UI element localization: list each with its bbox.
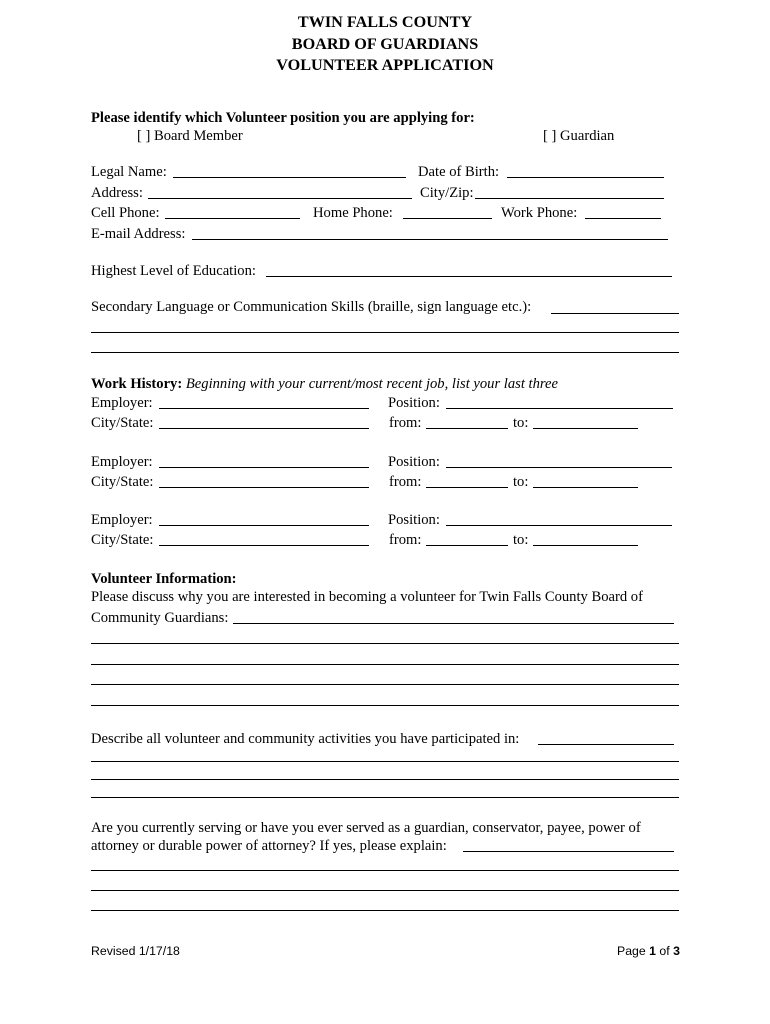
cell-phone-field[interactable] bbox=[165, 218, 300, 219]
education-label: Highest Level of Education: bbox=[91, 263, 256, 279]
employer-field[interactable] bbox=[159, 525, 369, 526]
work-history-title: Work History: bbox=[91, 376, 183, 392]
position-label: Position: bbox=[388, 395, 440, 411]
dob-label: Date of Birth: bbox=[418, 164, 500, 180]
volunteer-answer-field[interactable] bbox=[233, 623, 674, 624]
legal-name-field[interactable] bbox=[173, 177, 406, 178]
employer-field[interactable] bbox=[159, 408, 369, 409]
to-label: to: bbox=[513, 415, 529, 431]
employer-label: Employer: bbox=[91, 512, 153, 528]
from-field[interactable] bbox=[426, 545, 508, 546]
position-field[interactable] bbox=[446, 467, 672, 468]
volunteer-info-heading: Volunteer Information: bbox=[91, 571, 237, 587]
from-label: from: bbox=[389, 474, 422, 490]
activities-answer-field[interactable] bbox=[538, 744, 674, 745]
city-state-label: City/State: bbox=[91, 474, 154, 490]
dob-field[interactable] bbox=[507, 177, 664, 178]
activities-answer-line[interactable] bbox=[91, 779, 679, 780]
volunteer-question-1-line2: Community Guardians: bbox=[91, 610, 229, 626]
position-field[interactable] bbox=[446, 525, 672, 526]
page-of-label: of bbox=[659, 944, 670, 958]
guardian-experience-question-line2: attorney or durable power of attorney? If yes, please explain: bbox=[91, 838, 447, 854]
work-history-heading bbox=[91, 377, 558, 392]
work-phone-label: Work Phone: bbox=[501, 205, 578, 221]
employer-label: Employer: bbox=[91, 454, 153, 470]
position-prompt: Please identify which Volunteer position you are applying for: bbox=[91, 110, 475, 126]
position-label: Position: bbox=[388, 512, 440, 528]
to-field[interactable] bbox=[533, 487, 638, 488]
from-label: from: bbox=[389, 532, 422, 548]
position-label: Position: bbox=[388, 454, 440, 470]
education-field[interactable] bbox=[266, 276, 672, 277]
page-total: 3 bbox=[673, 944, 680, 958]
employer-label: Employer: bbox=[91, 395, 153, 411]
address-field[interactable] bbox=[148, 198, 412, 199]
page-number bbox=[617, 945, 680, 957]
email-label: E-mail Address: bbox=[91, 226, 186, 242]
work-history-instruction: Beginning with your current/most recent job, list your last three bbox=[185, 376, 558, 392]
guardian-experience-field[interactable] bbox=[463, 851, 674, 852]
title-line-application: VOLUNTEER APPLICATION bbox=[276, 56, 494, 74]
board-member-checkbox[interactable]: [ ] Board Member bbox=[137, 128, 243, 144]
cell-phone-label: Cell Phone: bbox=[91, 205, 160, 221]
guardian-checkbox[interactable]: [ ] Guardian bbox=[543, 128, 615, 144]
volunteer-question-1-line1: Please discuss why you are interested in becoming a volunteer for Twin Falls County Board of bbox=[91, 589, 643, 605]
activities-answer-line[interactable] bbox=[91, 797, 679, 798]
language-line[interactable] bbox=[91, 332, 679, 333]
to-field[interactable] bbox=[533, 428, 638, 429]
legal-name-label: Legal Name: bbox=[91, 164, 167, 180]
volunteer-answer-line[interactable] bbox=[91, 684, 679, 685]
language-line[interactable] bbox=[91, 352, 679, 353]
guardian-experience-line[interactable] bbox=[91, 910, 679, 911]
page-current: 1 bbox=[649, 944, 656, 958]
volunteer-answer-line[interactable] bbox=[91, 664, 679, 665]
title-line-county: TWIN FALLS COUNTY bbox=[297, 13, 473, 31]
volunteer-answer-line[interactable] bbox=[91, 643, 679, 644]
city-state-field[interactable] bbox=[159, 428, 369, 429]
home-phone-label: Home Phone: bbox=[313, 205, 393, 221]
language-label: Secondary Language or Communication Skills (braille, sign language etc.): bbox=[91, 299, 532, 315]
title-line-board: BOARD OF GUARDIANS bbox=[291, 35, 479, 53]
employer-field[interactable] bbox=[159, 467, 369, 468]
work-phone-field[interactable] bbox=[585, 218, 661, 219]
to-label: to: bbox=[513, 532, 529, 548]
from-field[interactable] bbox=[426, 487, 508, 488]
city-state-field[interactable] bbox=[159, 545, 369, 546]
guardian-experience-line[interactable] bbox=[91, 870, 679, 871]
revised-date: Revised 1/17/18 bbox=[91, 944, 180, 958]
from-field[interactable] bbox=[426, 428, 508, 429]
position-field[interactable] bbox=[446, 408, 673, 409]
city-state-label: City/State: bbox=[91, 532, 154, 548]
home-phone-field[interactable] bbox=[403, 218, 492, 219]
city-state-label: City/State: bbox=[91, 415, 154, 431]
email-field[interactable] bbox=[192, 239, 668, 240]
language-field[interactable] bbox=[551, 313, 679, 314]
city-zip-label: City/Zip: bbox=[420, 185, 474, 201]
to-field[interactable] bbox=[533, 545, 638, 546]
page-label: Page bbox=[617, 944, 646, 958]
guardian-experience-line[interactable] bbox=[91, 890, 679, 891]
activities-answer-line[interactable] bbox=[91, 761, 679, 762]
to-label: to: bbox=[513, 474, 529, 490]
volunteer-answer-line[interactable] bbox=[91, 705, 679, 706]
activities-question: Describe all volunteer and community activities you have participated in: bbox=[91, 731, 520, 747]
from-label: from: bbox=[389, 415, 422, 431]
city-zip-field[interactable] bbox=[475, 198, 664, 199]
guardian-experience-question-line1: Are you currently serving or have you ever served as a guardian, conservator, payee, power of bbox=[91, 820, 641, 836]
address-label: Address: bbox=[91, 185, 143, 201]
city-state-field[interactable] bbox=[159, 487, 369, 488]
